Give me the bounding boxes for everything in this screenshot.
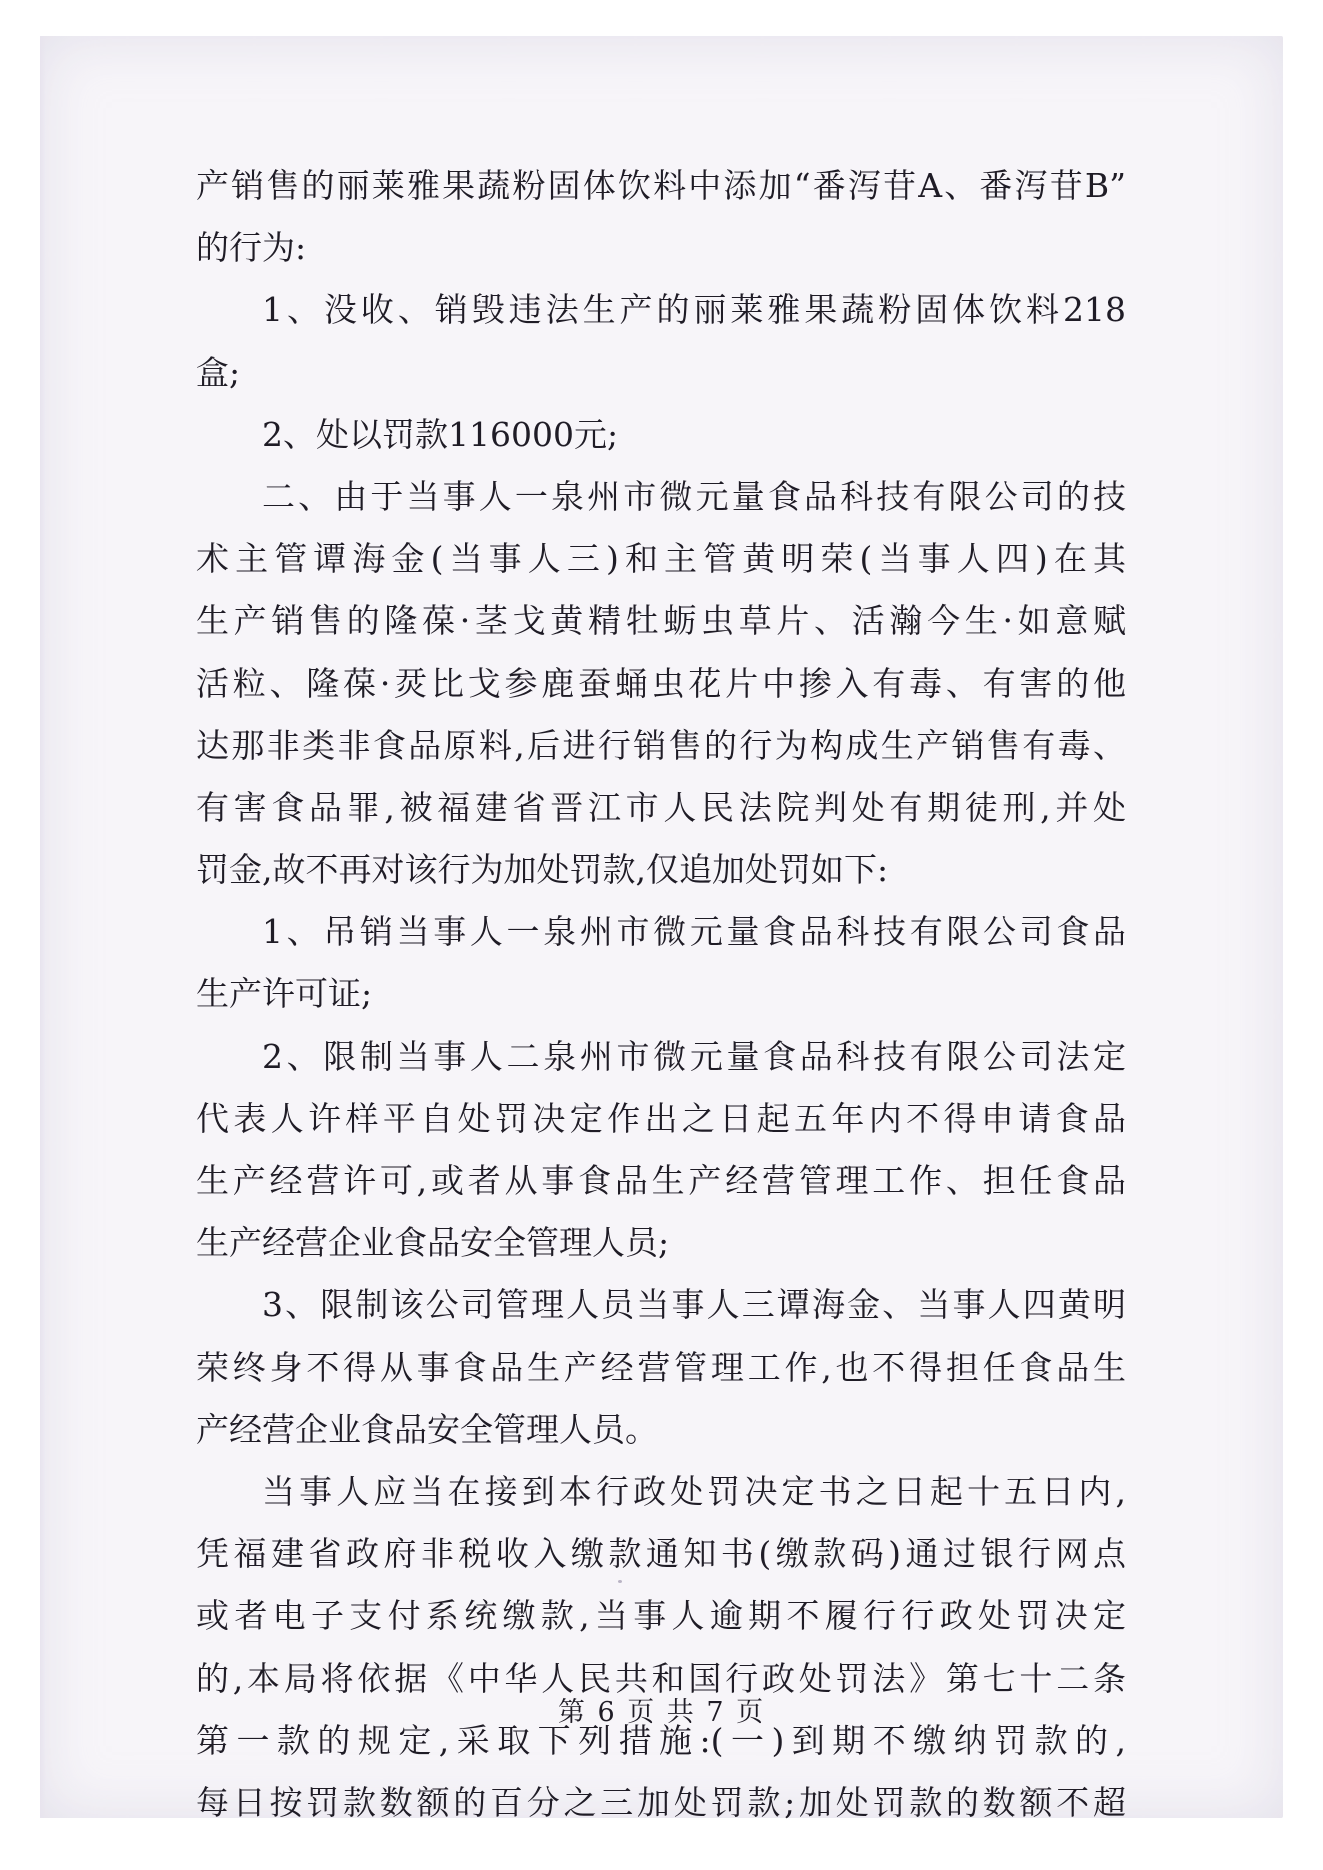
body-line: 3、限制该公司管理人员当事人三谭海金、当事人四黄明 (262, 1285, 1126, 1325)
body-line: 生产经营许可,或者从事食品生产经营管理工作、担任食品 (196, 1161, 1126, 1200)
body-line: 产经营企业食品安全管理人员。 (196, 1409, 658, 1449)
body-line: 凭福建省政府非税收入缴款通知书(缴款码)通过银行网点 (196, 1534, 1126, 1574)
body-line: 生产销售的隆葆·茎戈黄精牡蛎虫草片、活瀚今生·如意赋 (196, 601, 1126, 641)
body-line: 的,本局将依据《中华人民共和国行政处罚法》第七十二条 (196, 1658, 1126, 1698)
body-line: 每日按罚款数额的百分之三加处罚款;加处罚款的数额不超 (196, 1782, 1126, 1822)
body-line: 有害食品罪,被福建省晋江市人民法院判处有期徒刑,并处 (196, 787, 1126, 827)
scan-edge-shadow (40, 36, 46, 1818)
body-line: 达那非类非食品原料,后进行销售的行为构成生产销售有毒、 (196, 725, 1126, 765)
body-line: 2、处以罚款116000元; (262, 414, 619, 454)
body-line: 第一款的规定,采取下列措施:(一)到期不缴纳罚款的, (196, 1720, 1126, 1760)
body-line: 术主管谭海金(当事人三)和主管黄明荣(当事人四)在其 (196, 539, 1126, 579)
document-body (196, 155, 1126, 1834)
body-line: 产销售的丽莱雅果蔬粉固体饮料中添加“番泻苷A、番泻苷B” (196, 166, 1126, 205)
body-line: 1、吊销当事人一泉州市微元量食品科技有限公司食品 (262, 912, 1126, 952)
body-line: 荣终身不得从事食品生产经营管理工作,也不得担任食品生 (196, 1347, 1126, 1387)
body-line: 或者电子支付系统缴款,当事人逾期不履行行政处罚决定 (196, 1596, 1126, 1636)
body-line: 1、没收、销毁违法生产的丽莱雅果蔬粉固体饮料218 (262, 290, 1126, 330)
body-line: 罚金,故不再对该行为加处罚款,仅追加处罚如下: (196, 850, 889, 890)
body-line: 活粒、隆葆·烎比戈参鹿蚕蛹虫花片中掺入有毒、有害的他 (196, 663, 1126, 703)
body-line: 2、限制当事人二泉州市微元量食品科技有限公司法定 (262, 1036, 1126, 1076)
body-line: 代表人许样平自处罚决定作出之日起五年内不得申请食品 (196, 1098, 1126, 1138)
body-line: 当事人应当在接到本行政处罚决定书之日起十五日内, (262, 1471, 1126, 1511)
body-line: 的行为: (196, 228, 307, 268)
body-line: 生产许可证; (196, 974, 373, 1014)
page-number-footer: 第 6 页 共 7 页 (557, 1697, 766, 1728)
body-line: 二、由于当事人一泉州市微元量食品科技有限公司的技 (262, 476, 1126, 516)
body-line: 盒; (196, 352, 241, 392)
body-line: 生产经营企业食品安全管理人员; (196, 1223, 670, 1263)
